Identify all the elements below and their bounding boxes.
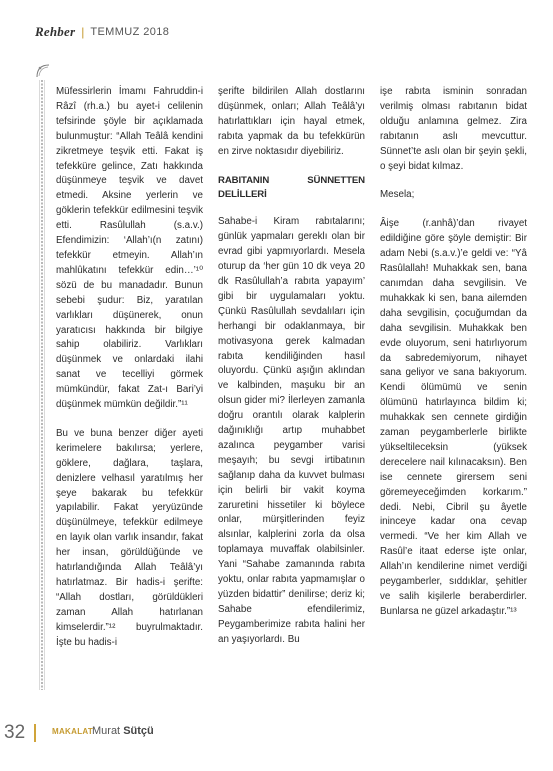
running-header [35, 22, 169, 42]
magazine-logo: Rehber [35, 24, 76, 39]
section-heading: RABITANIN SÜNNETTEN DELİLLERİ [218, 174, 365, 201]
paragraph: işe rabıta isminin sonradan verilmiş olması rabıtanın bidat olduğu anlamına gelmez. Zira rabıtanın aslı mevcuttur. Sünnet’te aslı olan bir şeyin şekli, o şeyi bidat kılmaz. [380, 86, 527, 172]
text-column-3 [380, 85, 527, 634]
paragraph: Âişe (r.anhâ)’dan rivayet edildiğine göre şöyle demiştir: Bir adam Nebi (s.a.v.)’e geldi ve: “Yâ Rasûlallah! Muhakkak sen, bana canımdan daha sevgilisin. Ve muhakkak ki sen, bana ailemden daha sevgilisin, çocuğumdan da daha sevgilisin. Muhakkak ben evde oluyorum, seni hatırlıyorum da sabredemiyorum, nihayet sana geliyor ve sana bakıyorum. Kendi ölümümü ve senin ölümünü hatırlayınca bildim ki; muhakkak sen cennete girdiğin zaman peygamberlerle birlikte yükseltileceksin (yüksek derecelere nail kılınacaksın). Ben ise cennete girersem seni göremeyeceğimden korkarım.” dedi. Nebi, Cibril şu âyetle ininceye kadar ona cevap vermedi. “Ve her kim Allah ve Rasûl’e itaat ederse işte onlar, Allah’ın kendilerine nimet verdiği peygamberler, sıddıklar, şehitler ve salih kişilerle beraberdirler. Bunlarsa ne güzel arkadaştır.”¹³ [380, 218, 527, 617]
paragraph: şerifte bildirilen Allah dostlarını düşünmek, onları; Allah Teâlâ’yı hatırlattıkları için hayal etmek, rabıta yapmak da bu tefekkürün en zirve noktasıdır diyebiliriz. [218, 86, 365, 157]
paragraph: Mesela; [380, 189, 415, 201]
ornament-corner-icon [36, 64, 50, 78]
text-column-2 [218, 85, 365, 662]
footer-divider [34, 724, 36, 742]
decorative-border-icon [38, 80, 46, 690]
paragraph: Sahabe-i Kiram rabıtalarını; günlük yapmaları gereklı olan bir evrad gibi yapmıyorlardı. Mesela oturup da ‘her gün 10 dk veya 20 dk Rasûlullah’a rabıta yapayım’ gibi bir uygulamaları yoktu. Çünkü Rasûlullah sevdalıları için herhangi bir odaklanmaya, bir motivasyona gerek kalmadan rabıta kendiliğinden hasıl oluyordu. Çünkü aşığın aklından ve kalbinden, maşuku bir an olsun gider mi? İlerleyen zamanla doğru orantılı olarak kalplerin dağınıklığı artıp muhabbet azalınca peygamber varisi meşayıh; bu sevgi irtibatının sağlanıp daha da kuvvet bulması için belirli bir vakit koyma zaruretini hissetiler ki böylece onlar, mürşitlerinden feyiz alsınlar, kalplerini zorla da olsa toplamaya muvaffak olabilsinler. Yani “Sahabe zamanında rabıta yoktu, onlar rabıta yapmamışlar o yüzden bidattir” denilirse; deriz ki; Sahabe efendilerimiz, Peygamberimize rabıta halini her an yaşıyorlardı. Bu [218, 216, 365, 645]
author-first-name: Murat [92, 725, 121, 737]
author-name [92, 725, 154, 737]
header-separator: | [81, 25, 85, 39]
author-last-name: Sütçü [123, 725, 154, 737]
issue-date: TEMMUZ 2018 [90, 26, 170, 38]
paragraph: Bu ve buna benzer diğer ayeti kerimelere bakılırsa; yerlere, göklere, dağlara, taşlara, denizlere velhasıl yaratılmış her şeye bakarak bu tefekkür yapılabilir. Fakat yeryüzünde düşünülmeye, tefekkür edilmeye en layık olan varlık insandır, fakat her insan, görüldüğünde ve hatırlandığında Allah Teâlâ’yı hatırlatmaz. Bir hadis-i şerifte: “Allah dostları, görüldükleri zaman Allah hatırlanan kimselerdir.”¹² buyrulmaktadır. İşte bu hadis-i [56, 427, 203, 648]
footer-section-label: MAKALAT [52, 727, 94, 736]
text-column-1 [56, 85, 203, 665]
page-number: 32 [4, 722, 26, 743]
paragraph: Müfessirlerin İmamı Fahruddin-i Râzî (rh.a.) bu ayet-i celilenin tefsirinde şöyle bir açıklamada bulunmuştur: “Allah Teâlâ kendini zikretmeye teşvik etti. Fakat iş tefekküre gelince, Zatı hakkında düşünmeye teşvik ve davet etmedi. Aksine yerlerin ve göklerin tefekkür edilmesini teşvik etti. Rasûlullah (s.a.v.) Efendimizin: ‘Allah’ı(n zatını) tefekkür etmeyin. Allah’ın mahlûkatını tefekkür edin…’¹⁰ sözü de bu manadadır. Bunun sebebi şudur: Biz, yaratılan varlıkları düşünerek, onun yaratıcısı hakkında bir bilgiye sahip olabiliriz. Varlıkları düşünmek ve onlardaki ilahi sanat ve tecelliyi görmek mümkündür, fakat Zat-ı Bari’yi düşünmek mümkün değildir.”¹¹ [56, 86, 203, 411]
page-footer [0, 722, 553, 748]
